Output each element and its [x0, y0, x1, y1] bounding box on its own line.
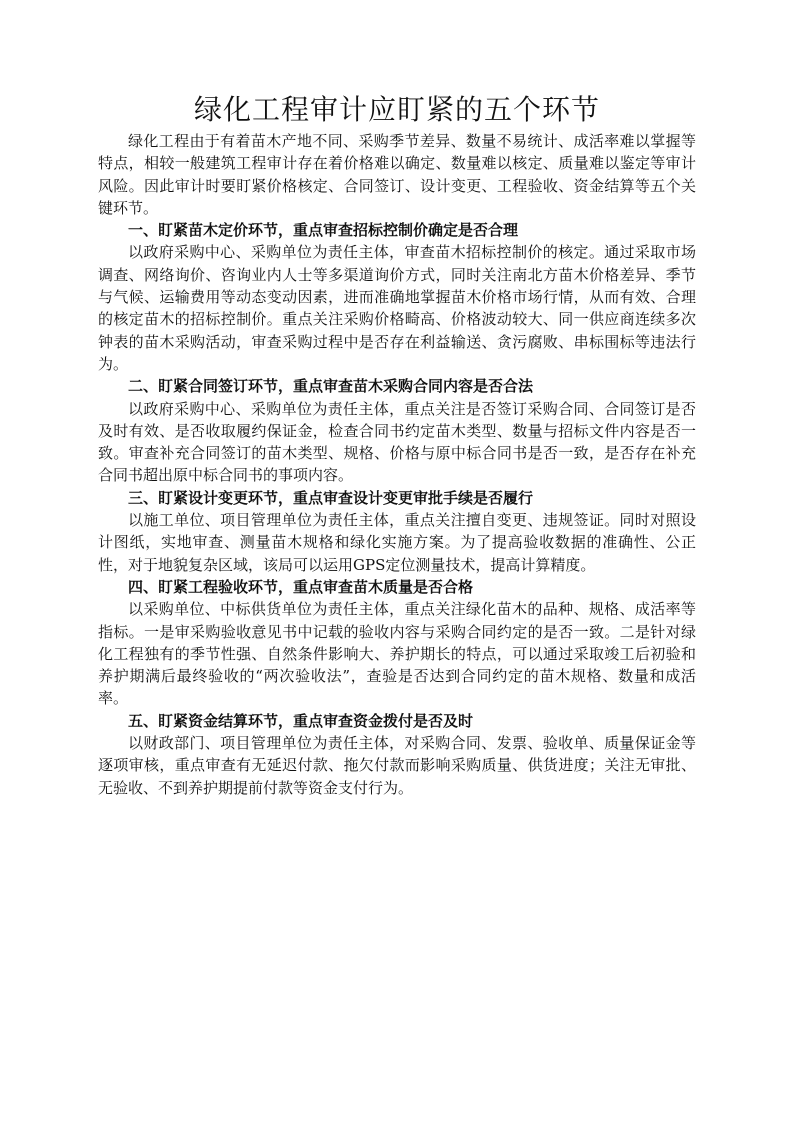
document-page: [98, 90, 696, 799]
section-5-heading: 五、盯紧资金结算环节，重点审查资金拨付是否及时: [128, 711, 474, 730]
section-2-heading: 二、盯紧合同签订环节，重点审查苗木采购合同内容是否合法: [128, 377, 534, 396]
section-1-heading: 一、盯紧苗木定价环节，重点审查招标控制价确定是否合理: [128, 221, 519, 240]
document-title: 绿化工程审计应盯紧的五个环节: [193, 93, 600, 126]
section-3-body: 以施工单位、项目管理单位为责任主体，重点关注擅自变更、违规签证。同时对照设计图纸，实地审查、测量苗木规格和绿化实施方案。为了提高验收数据的准确性、公正性，对于地貌复杂区域，该局可以运用GPS定位测量技术，提高计算精度。: [98, 511, 696, 574]
section-3-heading: 三、盯紧设计变更环节，重点审查设计变更审批手续是否履行: [128, 488, 534, 507]
section-1-body: 以政府采购中心、采购单位为责任主体，审查苗木招标控制价的核定。通过采取市场调查、网络询价、咨询业内人士等多渠道询价方式，同时关注南北方苗木价格差异、季节与气候、运输费用等动态变动因素，进而准确地掌握苗木价格市场行情，从而有效、合理的核定苗木的招标控制价。重点关注采购价格畸高、价格波动较大、同一供应商连续多次钟表的苗木采购活动，审查采购过程中是否存在利益输送、贪污腐败、串标围标等违法行为。: [98, 243, 696, 373]
intro-paragraph: 绿化工程由于有着苗木产地不同、采购季节差异、数量不易统计、成活率难以掌握等特点，相较一般建筑工程审计存在着价格难以确定、数量难以核定、质量难以鉴定等审计风险。因此审计时要盯紧价格核定、合同签订、设计变更、工程验收、资金结算等五个关键环节。: [98, 132, 696, 217]
section-5-body: 以财政部门、项目管理单位为责任主体，对采购合同、发票、验收单、质量保证金等逐项审核，重点审查有无延迟付款、拖欠付款而影响采购质量、供货进度；关注无审批、无验收、不到养护期提前付款等资金支付行为。: [98, 734, 696, 797]
section-4-body: 以采购单位、中标供货单位为责任主体，重点关注绿化苗木的品种、规格、成活率等指标。一是审采购验收意见书中记载的验收内容与采购合同约定的是否一致。二是针对绿化工程独有的季节性强、自然条件影响大、养护期长的特点，可以通过采取竣工后初验和养护期满后最终验收的“两次验收法”，查验是否达到合同约定的苗木规格、数量和成活率。: [98, 600, 696, 708]
section-4-heading: 四、盯紧工程验收环节，重点审查苗木质量是否合格: [128, 577, 474, 596]
section-2-body: 以政府采购中心、采购单位为责任主体，重点关注是否签订采购合同、合同签订是否及时有效、是否收取履约保证金，检查合同书约定苗木类型、数量与招标文件内容是否一致。审查补充合同签订的苗木类型、规格、价格与原中标合同书是否一致，是否存在补充合同书超出原中标合同书的事项内容。: [98, 399, 696, 485]
